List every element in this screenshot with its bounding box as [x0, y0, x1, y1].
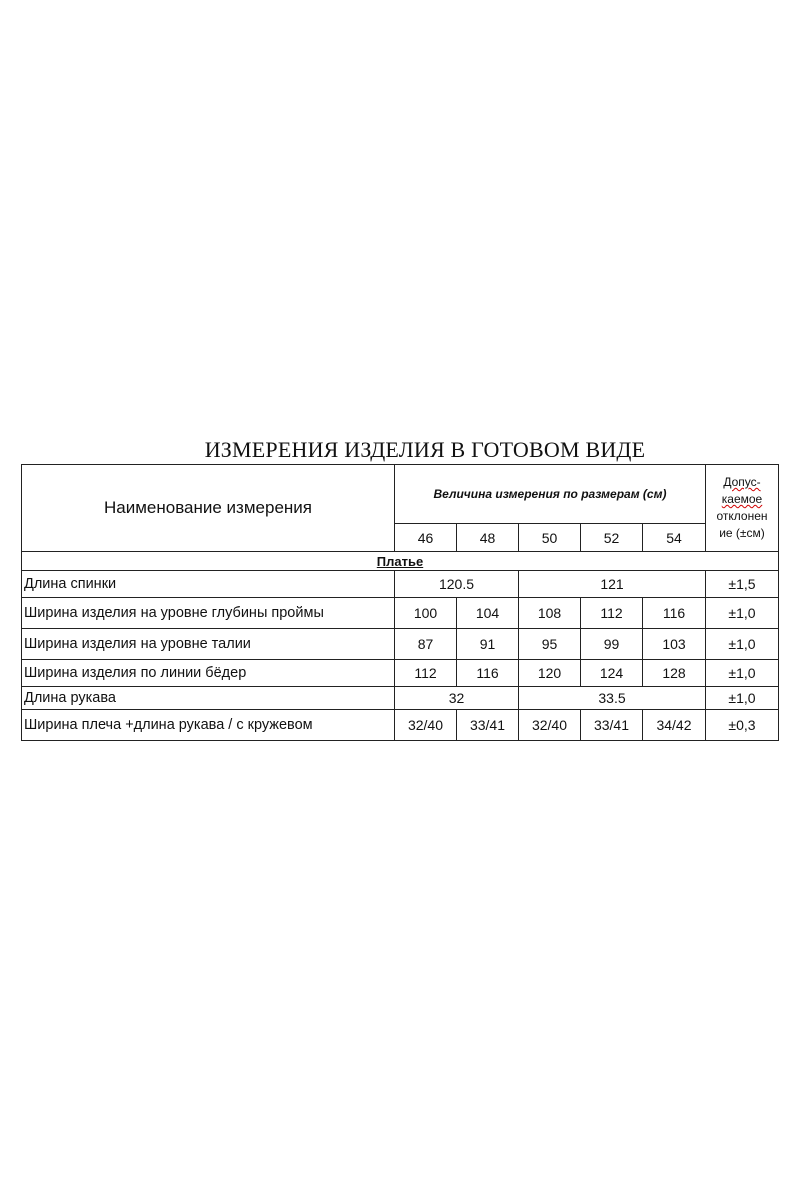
measurement-value: 120.5 — [395, 571, 519, 598]
measurement-label: Длина рукава — [22, 687, 395, 710]
measurement-value: 91 — [457, 629, 519, 660]
table-row — [22, 629, 779, 660]
measurement-label: Ширина плеча +длина рукава / с кружевом — [22, 710, 395, 741]
size-cell: 50 — [519, 524, 581, 552]
measurement-value: 120 — [519, 660, 581, 687]
table-row — [22, 571, 779, 598]
size-cell: 54 — [643, 524, 706, 552]
measurement-value: 116 — [643, 598, 706, 629]
tolerance-value: ±1,5 — [706, 571, 779, 598]
measurement-value: 100 — [395, 598, 457, 629]
document-title: ИЗМЕРЕНИЯ ИЗДЕЛИЯ В ГОТОВОМ ВИДЕ — [204, 437, 646, 462]
measurement-value: 103 — [643, 629, 706, 660]
tolerance-header-line1: Допус- — [723, 475, 761, 489]
measurement-value: 112 — [581, 598, 643, 629]
name-column-header: Наименование измерения — [22, 465, 395, 552]
measurement-value: 33/41 — [457, 710, 519, 741]
tolerance-value: ±0,3 — [706, 710, 779, 741]
table-row — [22, 598, 779, 629]
measurement-value: 112 — [395, 660, 457, 687]
tolerance-value: ±1,0 — [706, 687, 779, 710]
measurement-label: Ширина изделия на уровне глубины проймы — [22, 598, 395, 629]
table-row — [22, 660, 779, 687]
size-cell: 48 — [457, 524, 519, 552]
measurement-value: 128 — [643, 660, 706, 687]
tolerance-column-header — [706, 465, 779, 552]
measurement-label: Длина спинки — [22, 571, 395, 598]
tolerance-value: ±1,0 — [706, 660, 779, 687]
measurement-value: 104 — [457, 598, 519, 629]
tolerance-header-line4: ие (±см) — [719, 526, 765, 540]
table-row — [22, 687, 779, 710]
measurement-value: 121 — [519, 571, 706, 598]
tolerance-value: ±1,0 — [706, 629, 779, 660]
measurements-table — [21, 464, 779, 741]
tolerance-header-line2: каемое — [721, 492, 763, 506]
measurement-value: 99 — [581, 629, 643, 660]
section-title: Платье — [22, 552, 779, 571]
measurement-value: 34/42 — [643, 710, 706, 741]
values-column-header: Величина измерения по размерам (см) — [395, 465, 706, 524]
tolerance-value: ±1,0 — [706, 598, 779, 629]
size-cell: 52 — [581, 524, 643, 552]
measurement-label: Ширина изделия на уровне талии — [22, 629, 395, 660]
measurement-label: Ширина изделия по линии бёдер — [22, 660, 395, 687]
section-row — [22, 552, 779, 571]
measurement-value: 87 — [395, 629, 457, 660]
measurement-value: 32/40 — [519, 710, 581, 741]
measurement-value: 108 — [519, 598, 581, 629]
size-cell: 46 — [395, 524, 457, 552]
measurement-value: 116 — [457, 660, 519, 687]
tolerance-header-line3: отклонен — [716, 509, 768, 523]
measurement-value: 95 — [519, 629, 581, 660]
measurement-value: 32 — [395, 687, 519, 710]
measurement-value: 124 — [581, 660, 643, 687]
header-row — [22, 465, 779, 524]
measurement-value: 33.5 — [519, 687, 706, 710]
table-row — [22, 710, 779, 741]
measurement-value: 33/41 — [581, 710, 643, 741]
measurement-value: 32/40 — [395, 710, 457, 741]
